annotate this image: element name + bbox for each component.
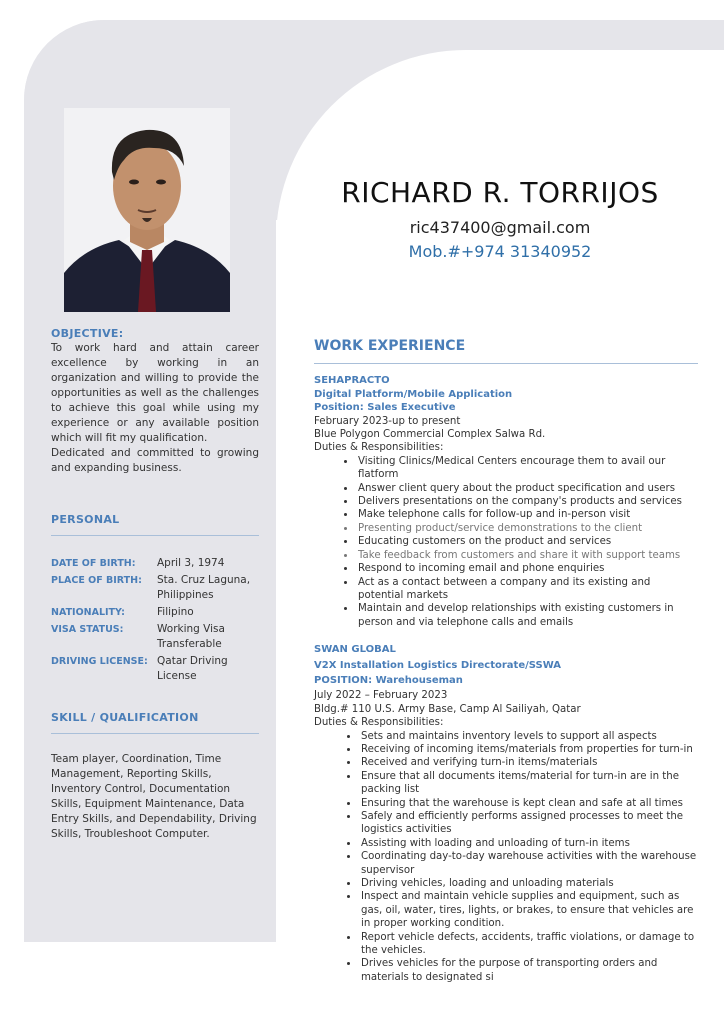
- mobile-number: Mob.#+974 31340952: [408, 242, 592, 261]
- list-item: • Take feedback from customers and share it with support teams: [356, 549, 698, 562]
- personal-value: Filipino: [157, 606, 194, 618]
- skill-text: Team player, Coordination, Time Management, Reporting Skills, Inventory Control, Documentation Skills, Equipment Maintenance, Data Entry Skills, and Dependability, Driving Skills, Troubleshoot Computer.: [51, 753, 257, 840]
- list-item: • Drives vehicles for the purpose of transporting orders and materials to designated si: [359, 957, 698, 984]
- personal-value: Sta. Cruz Laguna, Philippines: [157, 574, 251, 601]
- email-address: ric437400@gmail.com: [409, 218, 591, 237]
- list-item: • Respond to incoming email and phone enquiries: [356, 562, 698, 575]
- personal-value: Working Visa Transferable: [157, 623, 225, 650]
- company-name: SWAN GLOBAL: [314, 644, 396, 656]
- job-position: Position: Sales Executive: [314, 402, 456, 414]
- list-item: • Safely and efficiently performs assigned processes to meet the logistics activities: [359, 810, 698, 837]
- job-period: July 2022 – February 2023: [314, 690, 448, 702]
- personal-row: [51, 605, 259, 620]
- personal-section: [51, 512, 259, 686]
- job-division: V2X Installation Logistics Directorate/SSWA: [314, 659, 562, 671]
- objective-title: OBJECTIVE:: [51, 327, 124, 340]
- list-item: • Coordinating day-to-day warehouse activities with the warehouse supervisor: [359, 850, 698, 877]
- list-item: • Ensure that all documents items/material for turn-in are in the packing list: [359, 770, 698, 797]
- list-item: • Presenting product/service demonstrations to the client: [356, 522, 698, 535]
- list-item: • Inspect and maintain vehicle supplies and equipment, such as gas, oil, water, tires, lights, or brakes, to ensure that vehicles are in proper working condition.: [359, 890, 698, 930]
- job-location: Blue Polygon Commercial Complex Salwa Rd.: [314, 429, 546, 441]
- list-item: • Make telephone calls for follow-up and in-person visit: [356, 508, 698, 521]
- job-entry: [314, 643, 698, 984]
- list-item: • Sets and maintains inventory levels to support all aspects: [359, 730, 698, 743]
- profile-photo: [64, 108, 230, 312]
- objective-text-2: Dedicated and committed to growing and expanding business.: [51, 447, 259, 474]
- personal-title: PERSONAL: [51, 512, 259, 536]
- work-experience-section: [314, 340, 698, 984]
- list-item: • Received and verifying turn-in items/materials: [359, 756, 698, 769]
- personal-label: VISA STATUS:: [51, 624, 124, 635]
- candidate-name: RICHARD R. TORRIJOS: [341, 176, 659, 209]
- duties-list: [314, 455, 698, 629]
- job-division: Digital Platform/Mobile Application: [314, 388, 513, 400]
- personal-row: [51, 556, 259, 571]
- company-name: SEHAPRACTO: [314, 375, 390, 387]
- job-location: Bldg.# 110 U.S. Army Base, Camp Al Sailiyah, Qatar: [314, 703, 581, 715]
- list-item: • Ensuring that the warehouse is kept clean and safe at all times: [359, 797, 698, 810]
- personal-label: NATIONALITY:: [51, 607, 125, 618]
- personal-value: April 3, 1974: [157, 557, 225, 569]
- objective-section: [51, 326, 259, 476]
- personal-label: PLACE OF BIRTH:: [51, 575, 142, 586]
- personal-value: Qatar Driving License: [157, 655, 228, 682]
- list-item: • Visiting Clinics/Medical Centers encourage them to avail our flatform: [356, 455, 698, 482]
- personal-label: DRIVING LICENSE:: [51, 656, 148, 667]
- job-period: February 2023-up to present: [314, 415, 461, 427]
- skill-section: [51, 710, 259, 842]
- duties-label: Duties & Responsibilities:: [314, 442, 444, 454]
- list-item: • Receiving of incoming items/materials from properties for turn-in: [359, 743, 698, 756]
- objective-text: To work hard and attain career excellence by working in an organization and willing to provide the opportunities as well as the challenges to achieve this goal while using my experience or any available position which will fit my qualification.: [51, 342, 259, 444]
- list-item: • Maintain and develop relationships with existing customers in person and via telephone calls and emails: [356, 602, 698, 629]
- duties-label: Duties & Responsibilities:: [314, 717, 444, 729]
- duties-list: [314, 730, 698, 985]
- list-item: • Assisting with loading and unloading of turn-in items: [359, 837, 698, 850]
- personal-row: [51, 654, 259, 684]
- list-item: • Driving vehicles, loading and unloading materials: [359, 877, 698, 890]
- personal-label: DATE OF BIRTH:: [51, 558, 136, 569]
- job-position: POSITION: Warehouseman: [314, 674, 463, 686]
- list-item: • Act as a contact between a company and its existing and potential markets: [356, 576, 698, 603]
- work-experience-title: WORK EXPERIENCE: [314, 340, 698, 364]
- skill-title: SKILL / QUALIFICATION: [51, 710, 259, 734]
- list-item: • Report vehicle defects, accidents, traffic violations, or damage to the vehicles.: [359, 931, 698, 958]
- personal-row: [51, 622, 259, 652]
- job-entry: [314, 374, 698, 629]
- list-item: • Delivers presentations on the company's products and services: [356, 495, 698, 508]
- personal-row: [51, 573, 259, 603]
- list-item: • Answer client query about the product specification and users: [356, 482, 698, 495]
- list-item: • Educating customers on the product and services: [356, 535, 698, 548]
